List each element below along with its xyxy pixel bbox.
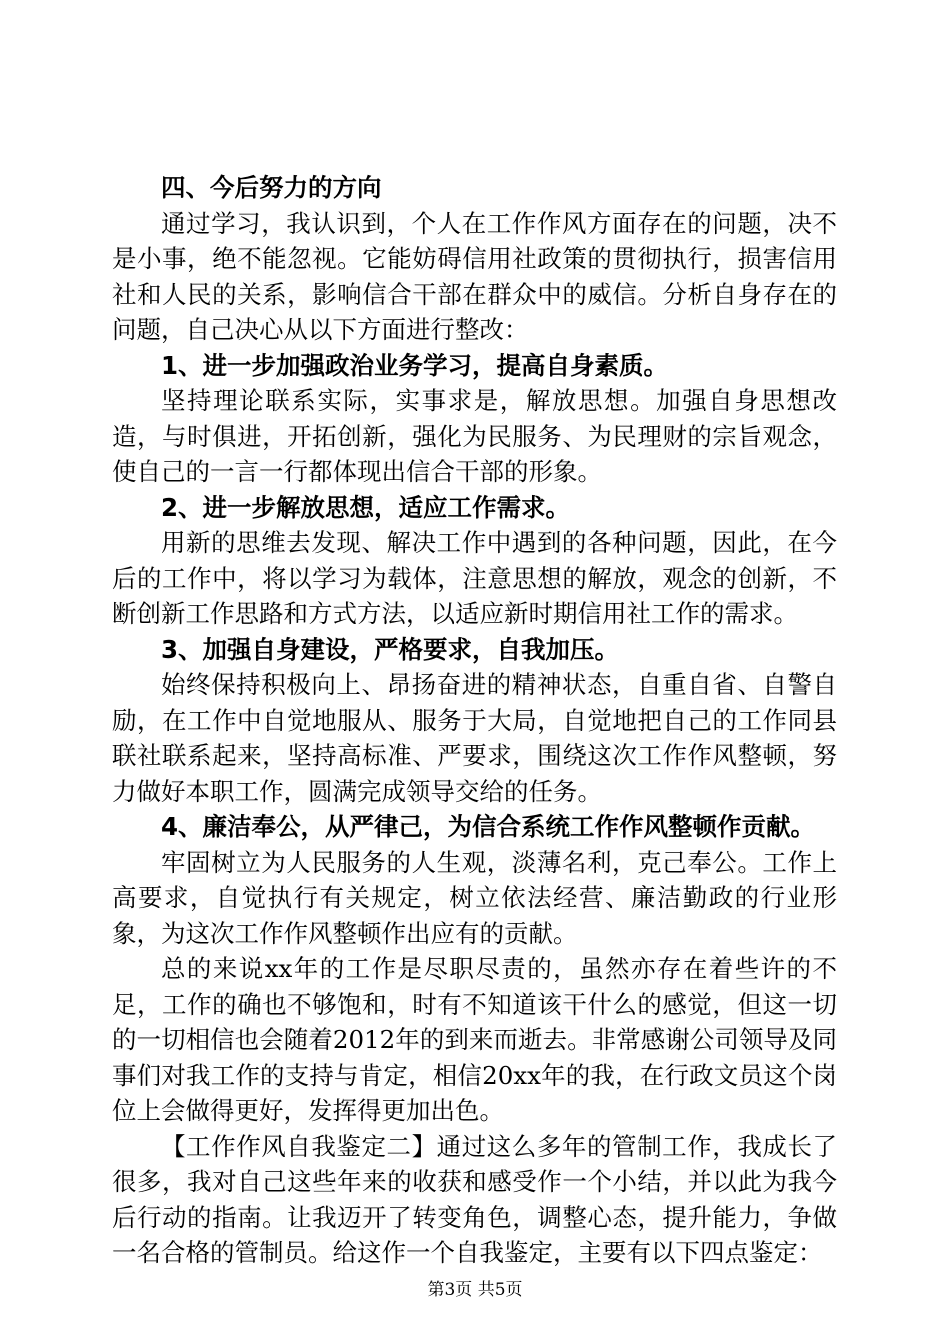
- subsection-heading: 2、进一步解放思想，适应工作需求。: [161, 492, 571, 522]
- paragraph: 用新的思维去发现、解决工作中遇到的各种问题，因此，在今后的工作中，将以学习为载体，注意思想的解放，观念的创新，不断创新工作思路和方式方法，以适应新时期信用社工作的需求。: [112, 528, 837, 628]
- paragraph: 坚持理论联系实际，实事求是，解放思想。加强自身思想改造，与时俱进，开拓创新，强化为民服务、为民理财的宗旨观念，使自己的一言一行都体现出信合干部的形象。: [112, 386, 837, 486]
- page-number-footer: 第3页 共5页: [427, 1280, 523, 1300]
- paragraph: 始终保持积极向上、昂扬奋进的精神状态，自重自省、自警自励，在工作中自觉地服从、服务于大局，自觉地把自己的工作同县联社联系起来，坚持高标准、严要求，围绕这次工作作风整顿，努力做好本职工作，圆满完成领导交给的任务。: [112, 670, 837, 806]
- paragraph: 牢固树立为人民服务的人生观，淡薄名利，克己奉公。工作上高要求，自觉执行有关规定，树立依法经营、廉洁勤政的行业形象，为这次工作作风整顿作出应有的贡献。: [112, 847, 837, 948]
- document-body: [112, 170, 837, 1271]
- subsection-heading: 4、廉洁奉公，从严律己，为信合系统工作作风整顿作贡献。: [161, 812, 816, 841]
- paragraph: 【工作作风自我鉴定二】通过这么多年的管制工作，我成长了很多，我对自己这些年来的收获和感受作一个小结，并以此为我今后行动的指南。让我迈开了转变角色，调整心态，提升能力，争做一名合格的管制员。给这作一个自我鉴定，主要有以下四点鉴定：: [112, 1131, 837, 1267]
- paragraph: 总的来说xx年的工作是尽职尽责的，虽然亦存在着些许的不足，工作的确也不够饱和，时有不知道该干什么的感觉，但这一切的一切相信也会随着2012年的到来而逝去。非常感谢公司领导及同事们对我工作的支持与肯定，相信20xx年的我，在行政文员这个岗位上会做得更好，发挥得更加出色。: [112, 954, 837, 1125]
- section-heading: 四、今后努力的方向: [161, 173, 382, 202]
- subsection-heading: 3、加强自身建设，严格要求，自我加压。: [161, 634, 620, 664]
- paragraph: 通过学习，我认识到，个人在工作作风方面存在的问题，决不是小事，绝不能忽视。它能妨碍信用社政策的贯彻执行，损害信用社和人民的关系，影响信合干部在群众中的威信。分析自身存在的问题，自己决心从以下方面进行整改：: [112, 208, 837, 344]
- subsection-heading: 1、进一步加强政治业务学习，提高自身素质。: [161, 350, 669, 380]
